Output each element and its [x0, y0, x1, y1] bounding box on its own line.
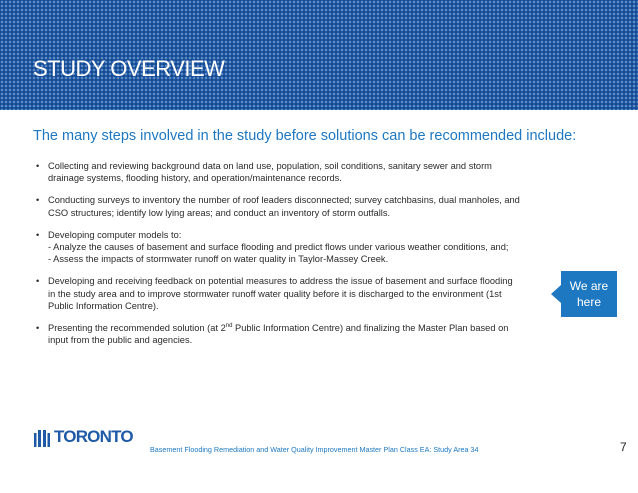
city-hall-icon — [33, 429, 51, 447]
bullet-line: Developing and receiving feedback on potential measures to address the issue of basement and surface flooding — [48, 276, 513, 287]
header-banner — [0, 0, 638, 110]
bullet-line: CSO structures; identify low lying areas; and conduct an inventory of storm outfalls. — [48, 207, 391, 218]
bullet-line: Public Information Centre). — [48, 300, 159, 311]
bullet-line: Developing computer models to: — [48, 229, 182, 240]
bullet-line: input from the public and agencies. — [48, 335, 193, 346]
bullet-line: - Analyze the causes of basement and surface flooding and predict flows under various weather conditions, and; — [48, 242, 509, 253]
list-item: • Developing and receiving feedback on potential measures to address the issue of basement and surface flooding in the study area and to improve stormwater runoff water quality before it is discharged to the environment (1st Public Information Centre). — [36, 275, 556, 312]
list-item: • Collecting and reviewing background data on land use, population, soil conditions, sanitary sewer and storm drainage systems, flooding history, and operation/maintenance records. — [36, 160, 556, 184]
logo-text: TORONTO — [54, 427, 133, 446]
bullet-line: drainage systems, flooding history, and operation/maintenance records. — [48, 173, 342, 184]
bullet-line: Collecting and reviewing background data on land use, population, soil conditions, sanitary sewer and storm — [48, 161, 492, 171]
page-number: 7 — [620, 440, 627, 454]
list-item: • Developing computer models to: - Analyze the causes of basement and surface flooding and predict flows under various weather conditions, and; - Assess the impacts of stormwater runoff on water quality in Taylor-Massey Creek. — [36, 229, 556, 266]
we-are-here-badge: We are here — [561, 271, 617, 317]
slide-title: STUDY OVERVIEW — [33, 56, 225, 81]
bullet-list — [36, 160, 556, 356]
list-item: • Conducting surveys to inventory the number of roof leaders disconnected; survey catchbasins, dual manholes, and CSO structures; identify low lying areas; and conduct an inventory of storm outfalls. — [36, 194, 556, 218]
bullet-line: Presenting the recommended solution (at 2nd Public Information Centre) and finalizing the Master Plan based on — [48, 322, 509, 334]
bullet-line: Conducting surveys to inventory the number of roof leaders disconnected; survey catchbasins, dual manholes, and — [48, 195, 520, 206]
bullet-line: in the study area and to improve stormwater runoff water quality before it is discharged to the environment (1st — [48, 288, 502, 299]
intro-text: The many steps involved in the study before solutions can be recommended include: — [33, 128, 577, 144]
list-item: • Presenting the recommended solution (at 2nd Public Information Centre) and finalizing the Master Plan based on input from the public and agencies. — [36, 322, 556, 346]
footer-text: Basement Flooding Remediation and Water Quality Improvement Master Plan Class EA: Study Area 34 — [150, 445, 479, 454]
bullet-line: - Assess the impacts of stormwater runoff on water quality in Taylor-Massey Creek. — [48, 254, 389, 265]
toronto-logo — [33, 427, 133, 447]
